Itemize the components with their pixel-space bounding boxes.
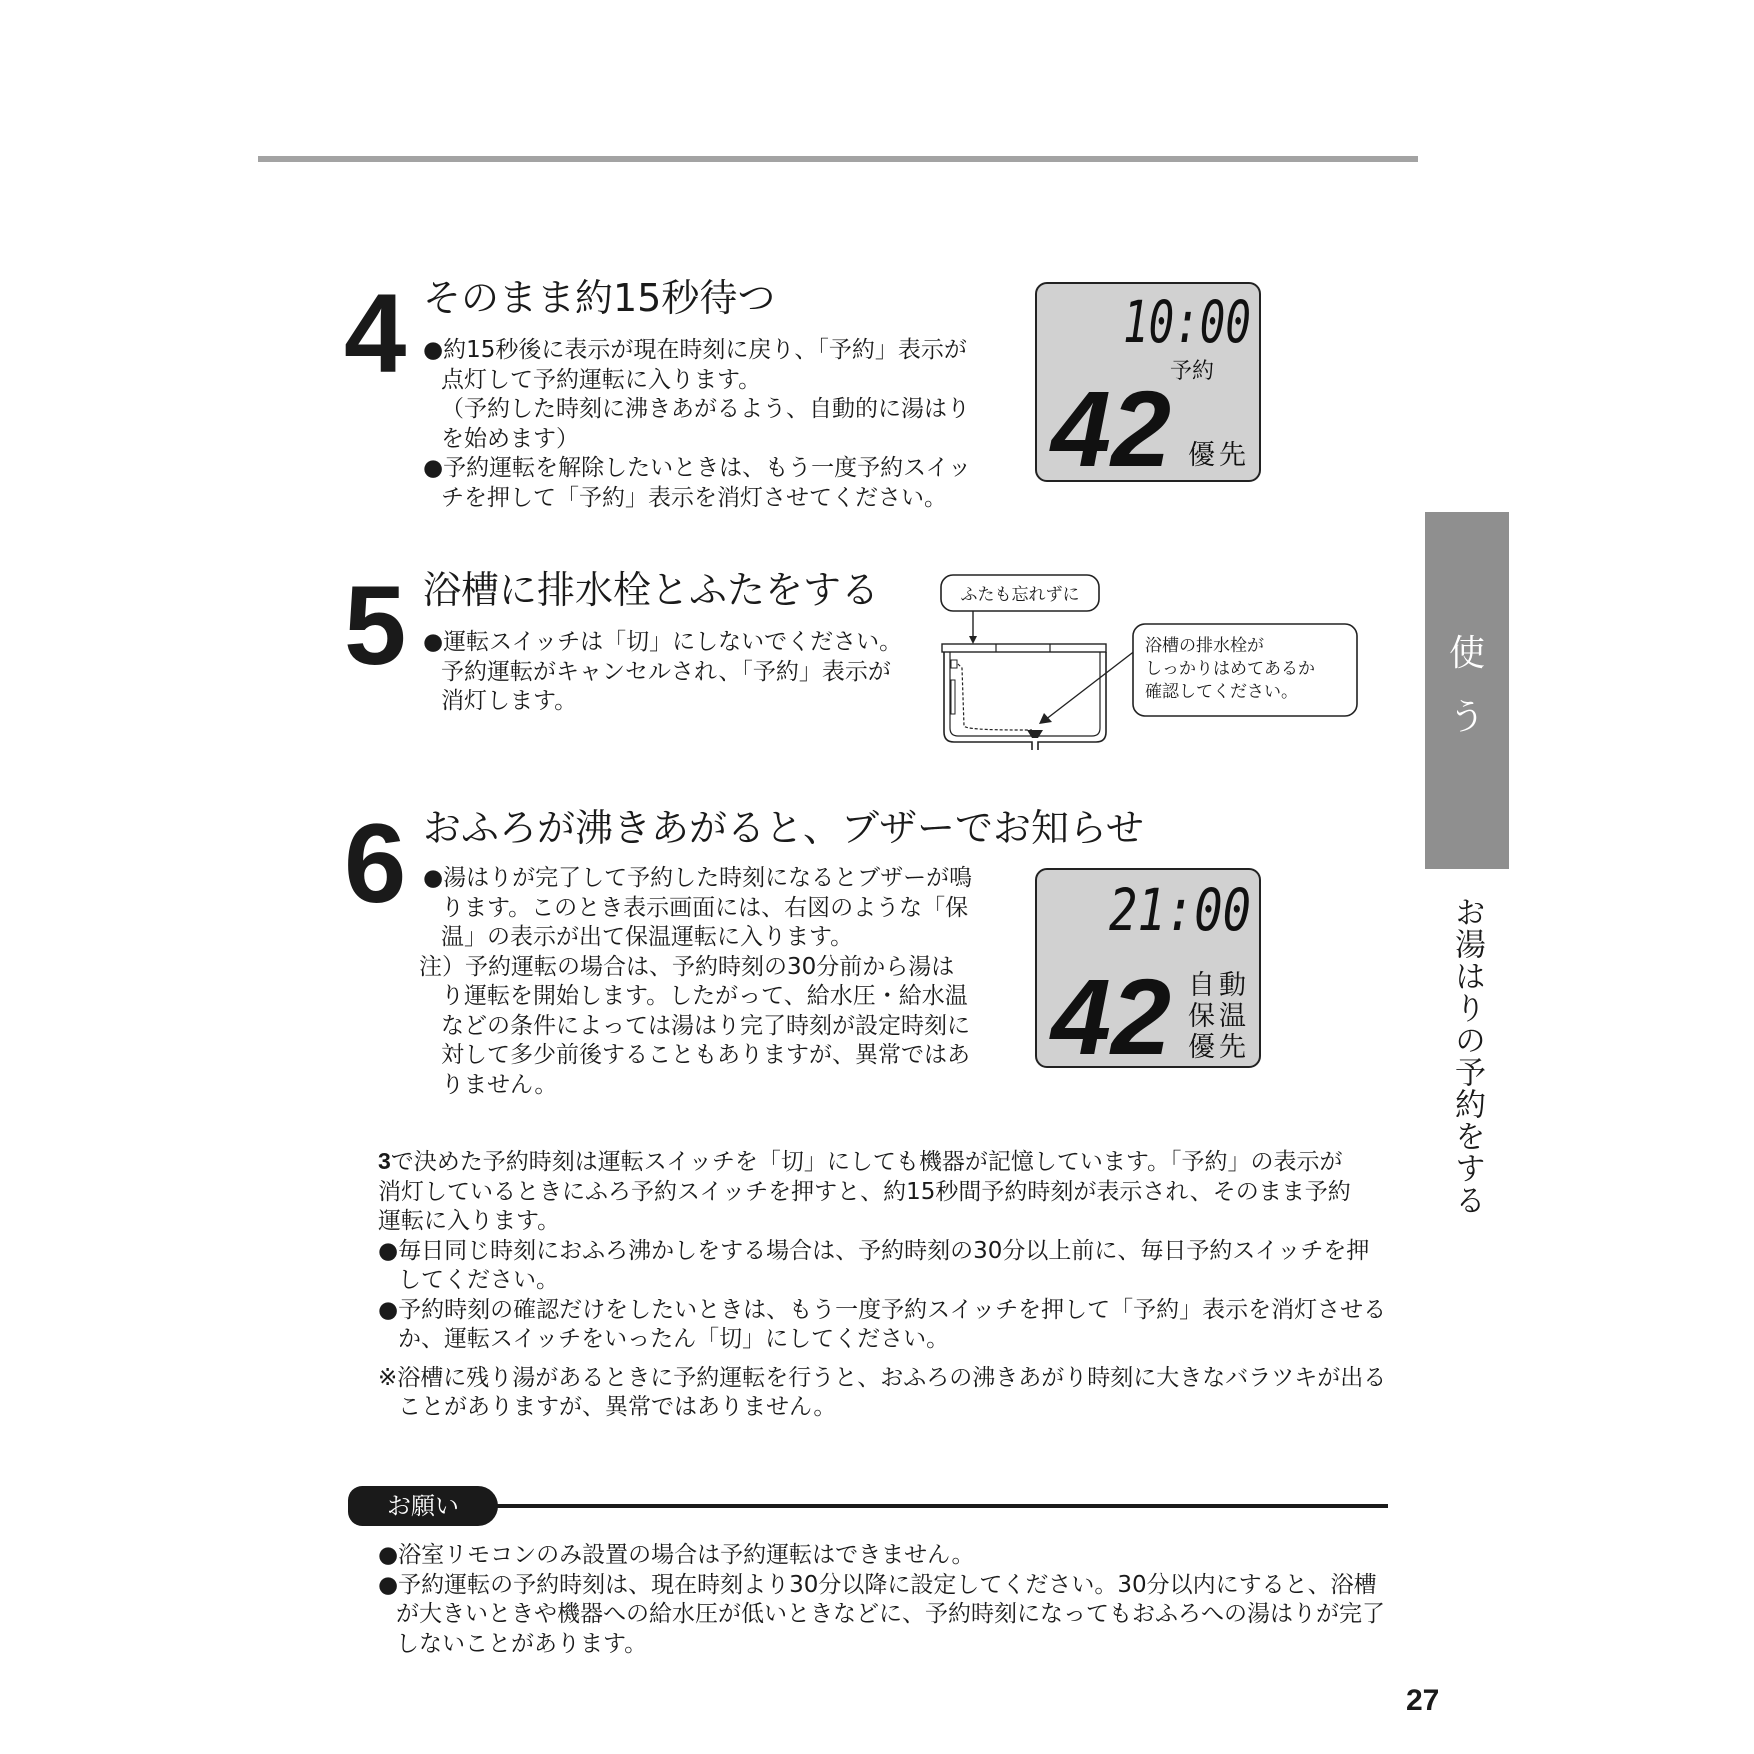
notes-intro: [378, 1147, 1388, 1178]
step-5-line: 予約運転がキャンセルされ、「予約」表示が: [441, 658, 891, 685]
request-body: [378, 1541, 1388, 1659]
section-tab-char: 使: [1448, 633, 1485, 674]
step-6-body: [419, 864, 1003, 1100]
drain-callout-line: しっかりはめてあるか: [1145, 659, 1315, 679]
drain-plug-icon: [1027, 730, 1043, 738]
notes-bullet: ●毎日同じ時刻におふろ沸かしをする場合は、予約時刻の30分以上前に、毎日予約スイッチを押してください。: [378, 1237, 1370, 1293]
step-4-line: ●予約運転を解除したいときは、もう一度予約スイッ: [423, 455, 972, 481]
drain-callout-leader: [1045, 650, 1136, 720]
step-6-line: 対して多少前後することもありますが、異常ではあ: [441, 1042, 970, 1068]
drain-callout-line: 確認してください。: [1145, 682, 1298, 702]
lcd-graphic: [1037, 870, 1263, 1077]
header-rule: [258, 156, 1418, 162]
remote-display-keep-warm: [1035, 868, 1261, 1077]
lid-callout-text: ふたも忘れずに: [960, 585, 1080, 605]
lcd-mode-priority: 優先: [1188, 1032, 1250, 1063]
request-bullet: ●浴室リモコンのみ設置の場合は予約運転はできません。: [378, 1542, 975, 1568]
section-tab-char: う: [1448, 697, 1485, 738]
step-4-line: ●約15秒後に表示が現在時刻に戻り、「予約」表示が: [423, 337, 967, 363]
tub-lid: [942, 644, 1106, 652]
step-4-line: 点灯して予約運転に入ります。: [441, 366, 762, 393]
lcd-mode-priority: 優先: [1188, 440, 1250, 471]
step-4-line: （予約した時刻に沸きあがるよう、自動的に湯はり: [441, 396, 970, 422]
request-badge: お願い: [348, 1486, 498, 1526]
lcd-graphic: [1037, 284, 1263, 489]
step-6-line: などの条件によっては湯はり完了時刻が設定時刻に: [441, 1012, 970, 1039]
step-4-line: チを押して「予約」表示を消灯させてください。: [441, 484, 947, 511]
step-6-line: ります。このとき表示画面には、右図のような「保: [441, 894, 969, 921]
request-rule: [480, 1504, 1388, 1508]
remote-display-reservation: [1035, 282, 1261, 489]
step-6-line: 温」の表示が出て保温運転に入ります。: [441, 924, 854, 950]
lid-pointer-icon: [969, 636, 977, 644]
step-6-title: おふろが沸きあがると、ブザーでお知らせ: [423, 806, 1144, 850]
drain-pointer-icon: [1039, 713, 1052, 724]
step-5-line: ●運転スイッチは「切」にしないでください。: [423, 629, 903, 655]
lcd-temperature: 42: [1049, 368, 1171, 489]
notes-intro-line: 消灯しているときにふろ予約スイッチを押すと、約15秒間予約時刻が表示され、そのまま予約: [378, 1178, 1351, 1205]
drain-chain: [958, 664, 1032, 730]
step-4-title: そのまま約15秒待つ: [423, 276, 776, 320]
lcd-reservation-label: 予約: [1169, 359, 1215, 384]
notes-intro-line: で決めた予約時刻は運転スイッチを「切」にしても機器が記憶しています。「予約」の表示が: [390, 1149, 1343, 1175]
lcd-time: 21:00: [1109, 876, 1251, 944]
step-6-note-line: 注）予約運転の場合は、予約時刻の30分前から湯は: [419, 953, 955, 980]
step-4-body: [423, 336, 1003, 513]
step-5-body: [423, 628, 943, 717]
step-5-line: 消灯します。: [441, 688, 578, 714]
step-5-number: 5: [344, 563, 407, 688]
page-number: 27: [1406, 1684, 1440, 1717]
step-6-line: ●湯はりが完了して予約した時刻になるとブザーが鳴: [423, 865, 973, 891]
notes-intro-line: 運転に入ります。: [378, 1208, 561, 1234]
step-4-line: を始めます）: [441, 425, 579, 452]
notes-remark: ※浴槽に残り湯があるときに予約運転を行うと、おふろの沸きあがり時刻に大きなバラツキが出ることがありますが、異常ではありません。: [378, 1364, 1387, 1420]
lcd-mode-keep-warm: 保温: [1188, 1001, 1250, 1032]
step-6-number: 6: [344, 801, 407, 926]
step-6-line: りません。: [441, 1071, 558, 1098]
section-title-vertical: お湯はりの予約をする: [1449, 896, 1485, 1216]
tub-body: [944, 652, 1106, 750]
lcd-time: 10:00: [1123, 288, 1251, 356]
notes-bullet: ●予約時刻の確認だけをしたいときは、もう一度予約スイッチを押して「予約」表示を消灯させるか、運転スイッチをいったん「切」にしてください。: [378, 1296, 1387, 1352]
step-5-title: 浴槽に排水栓とふたをする: [423, 568, 880, 612]
supplementary-notes: [378, 1147, 1388, 1423]
notes-step-ref: 3: [378, 1148, 391, 1174]
request-bullet: ●予約運転の予約時刻は、現在時刻より30分以降に設定してください。30分以内にすると、浴槽が大きいときや機器への給水圧が低いときなどに、予約時刻になってもおふろへの湯はりが完了しないことがあります。: [378, 1571, 1385, 1657]
section-tab: [1425, 512, 1509, 869]
bathtub-illustration: [940, 572, 1360, 752]
step-6-line: り運転を開始します。したがって、給水圧・給水温: [441, 983, 968, 1009]
drain-callout-line: 浴槽の排水栓が: [1145, 636, 1264, 656]
step-4-number: 4: [344, 271, 407, 396]
lcd-temperature: 42: [1049, 956, 1171, 1077]
lcd-mode-auto: 自動: [1188, 970, 1250, 1001]
